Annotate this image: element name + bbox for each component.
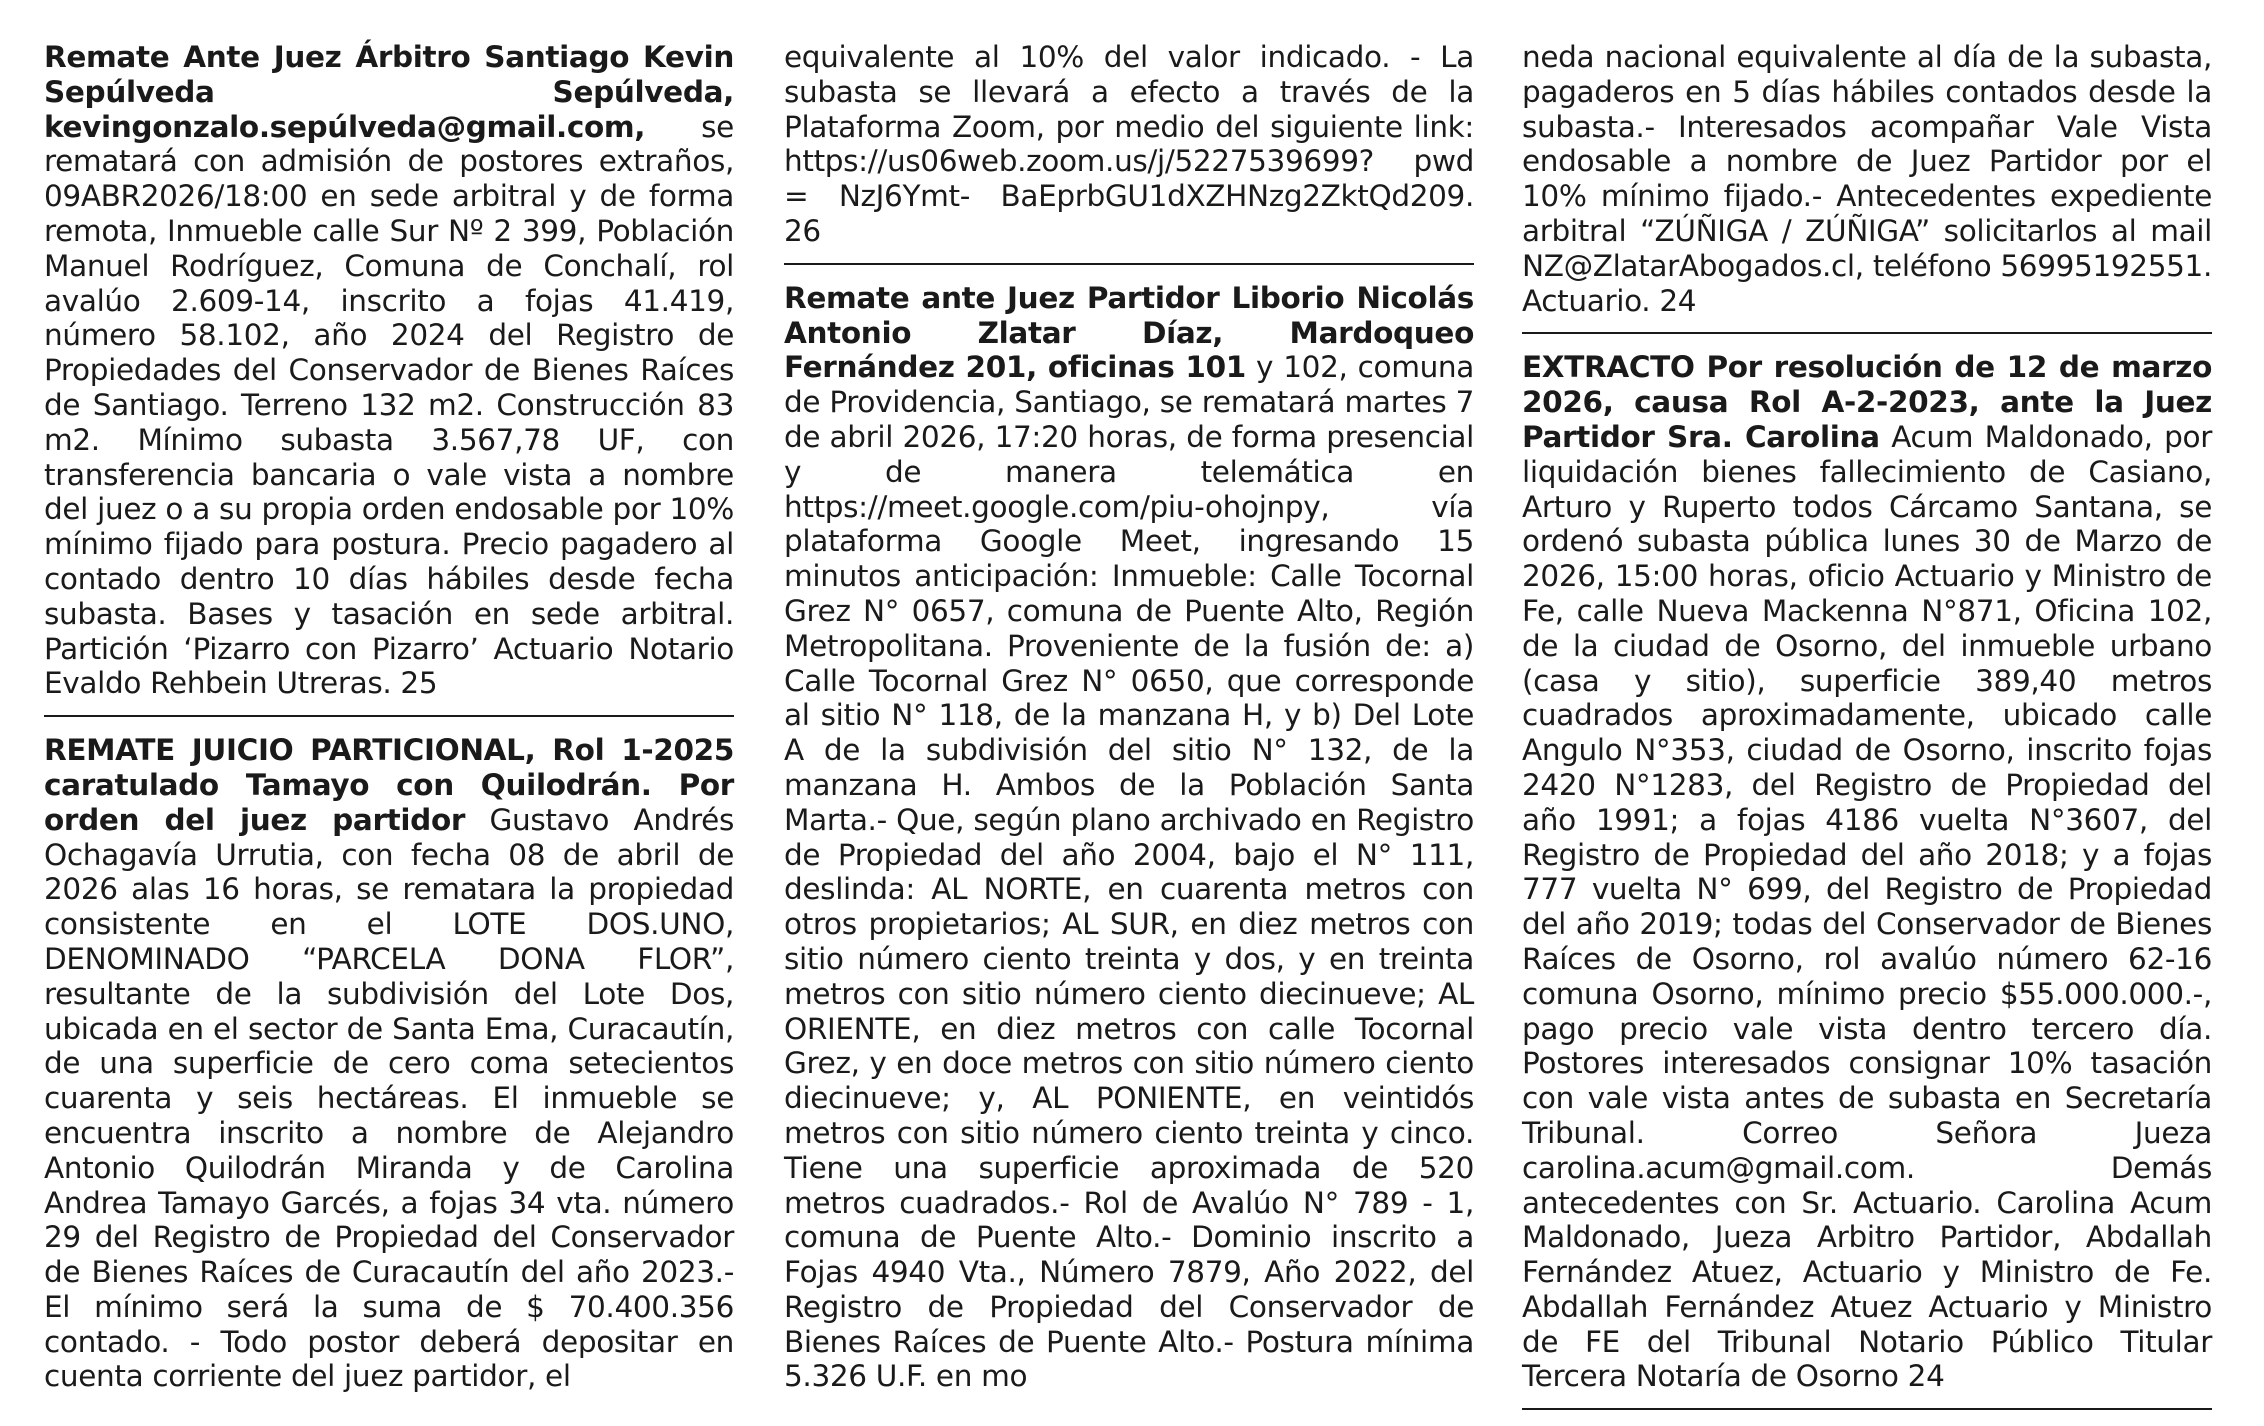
notice-remate-juicio-particional (44, 733, 734, 1394)
notice-body: y 102, comuna de Providencia, Santiago, se rematará martes 7 de abril 2026, 17:20 horas, de forma presencial y de manera telemática en https://meet.google.com/piu-ohojnpy, vía plataforma Google Meet, ingresando 15 minutos anticipación: Inmueble: Calle Tocornal Grez N° 0657, comuna de Puente Alto, Región Metropolitana. Proveniente de la fusión de: a) Calle Tocornal Grez N° 0650, que corresponde al sitio N° 118, de la manzana H, y b) Del Lote A de la subdivisión del sitio N° 132, de la manzana H. Ambos de la Población Santa Marta.- Que, según plano archivado en Registro de Propiedad del año 2004, bajo el N° 111, deslinda: AL NORTE, en cuarenta metros con otros propietarios; AL SUR, en diez metros con sitio número ciento treinta y dos, y en treinta metros con sitio número ciento diecinueve; AL ORIENTE, en diez metros con calle Tocornal Grez, y en doce metros con sitio número ciento diecinueve; y, AL PONIENTE, en veintidós metros con sitio número ciento treinta y cinco. Tiene una superficie aproximada de 520 metros cuadrados.- Rol de Avalúo N° 789 - 1, comuna de Puente Alto.- Dominio inscrito a Fojas 4940 Vta., Número 7879, Año 2022, del Registro de Propiedad del Conservador de Bienes Raíces de Puente Alto.- Postura mínima 5.326 U.F. en mo (784, 350, 1474, 1394)
notice-divider (1522, 1408, 2212, 1410)
notice-divider (784, 263, 1474, 265)
notice-divider (1522, 332, 2212, 334)
notice-divider (44, 715, 734, 717)
column-3 (1522, 40, 2212, 1426)
notice-body: equivalente al 10% del valor indicado. - La subasta se llevará a efecto a través de la Plataforma Zoom, por medio del siguiente link: https://us06web.zoom.us/j/5227539699? pwd = NzJ6Ymt- BaEprbGU1dXZHNzg2ZktQd209. 26 (784, 40, 1474, 248)
column-2 (784, 40, 1474, 1394)
notice-body: neda nacional equivalente al día de la subasta, pagaderos en 5 días hábiles contados desde la subasta.- Interesados acompañar Vale Vista endosable a nombre de Juez Partidor por el 10% mínimo fijado.- Antecedentes expediente arbitral “ZÚÑIGA / ZÚÑIGA” solicitarlos al mail NZ@ZlatarAbogados.cl, teléfono 56995192551. Actuario. 24 (1522, 40, 2212, 318)
notice-body: Gustavo Andrés Ochagavía Urrutia, con fecha 08 de abril de 2026 alas 16 horas, se rematara la propiedad consistente en el LOTE DOS.UNO, DENOMINADO “PARCELA DONA FLOR”, resultante de la subdivisión del Lote Dos, ubicada en el sector de Santa Ema, Curacautín, de una superficie de cero coma setecientos cuarenta y seis hectáreas. El inmueble se encuentra inscrito a nombre de Alejandro Antonio Quilodrán Miranda y de Carolina Andrea Tamayo Garcés, a fojas 34 vta. número 29 del Registro de Propiedad del Conservador de Bienes Raíces de Curacautín del año 2023.- El mínimo será la suma de $ 70.400.356 contado. - Todo postor deberá depositar en cuenta corriente del juez partidor, el (44, 802, 734, 1394)
notice-continuation-zuniga (1522, 40, 2212, 318)
column-1 (44, 40, 734, 1394)
notice-lead: EXTRACTO Por resolución de 12 de marzo 2026, causa Rol A-2-2023, ante la Juez Partidor Sra. Carolina (1522, 350, 2212, 454)
notice-lead: Remate ante Juez Partidor Liborio Nicolás Antonio Zlatar Díaz, Mardoqueo Fernández 201, oficinas 101 (784, 280, 1474, 385)
notice-body: se rematará con admisión de postores extraños, 09ABR2026/18:00 en sede arbitral y de forma remota, Inmueble calle Sur Nº 2 399, Población Manuel Rodríguez, Comuna de Conchalí, rol avalúo 2.609-14, inscrito a fojas 41.419, número 58.102, año 2024 del Registro de Propiedades del Conservador de Bienes Raíces de Santiago. Terreno 132 m2. Construcción 83 m2. Mínimo subasta 3.567,78 UF, con transferencia bancaria o vale vista a nombre del juez o a su propia orden endosable por 10% mínimo fijado para postura. Precio pagadero al contado dentro 10 días hábiles desde fecha subasta. Bases y tasación en sede arbitral. Partición ‘Pizarro con Pizarro’ Actuario Notario Evaldo Rehbein Utreras. 25 (44, 109, 734, 701)
notice-remate-juez-partidor-zlatar (784, 281, 1474, 1395)
notice-lead: REMATE JUICIO PARTICIONAL, Rol 1-2025 caratulado Tamayo con Quilodrán. Por orden del juez partidor (44, 733, 734, 837)
notice-remate-juez-arbitro-santiago (44, 40, 734, 701)
notice-lead: Remate Ante Juez Árbitro Santiago Kevin Sepúlveda Sepúlveda, kevingonzalo.sepúlveda@gmail.com, (44, 40, 734, 144)
notice-extracto-osorno (1522, 350, 2212, 1394)
notice-continuation-zoom-link (784, 40, 1474, 249)
notice-body: Acum Maldonado, por liquidación bienes fallecimiento de Casiano, Arturo y Ruperto todos Cárcamo Santana, se ordenó subasta pública lunes 30 de Marzo de 2026, 15:00 horas, oficio Actuario y Ministro de Fe, calle Nueva Mackenna N°871, Oficina 102, de la ciudad de Osorno, del inmueble urbano (casa y sitio), superficie 389,40 metros cuadrados aproximadamente, ubicado calle Angulo N°353, ciudad de Osorno, inscrito fojas 2420 N°1283, del Registro de Propiedad del año 1991; a fojas 4186 vuelta N°3607, del Registro de Propiedad del año 2018; y a fojas 777 vuelta N° 699, del Registro de Propiedad del año 2019; todas del Conservador de Bienes Raíces de Osorno, rol avalúo número 62-16 comuna Osorno, mínimo precio $55.000.000.-, pago precio vale vista dentro tercero día. Postores interesados consignar 10% tasación con vale vista antes de subasta en Secretaría Tribunal. Correo Señora Jueza carolina.acum@gmail.com. Demás antecedentes con Sr. Actuario. Carolina Acum Maldonado, Jueza Arbitro Partidor, Abdallah Fernández Atuez, Actuario y Ministro de Fe. Abdallah Fernández Atuez Actuario y Ministro de FE del Tribunal Notario Público Titular Tercera Notaría de Osorno 24 (1522, 419, 2212, 1394)
